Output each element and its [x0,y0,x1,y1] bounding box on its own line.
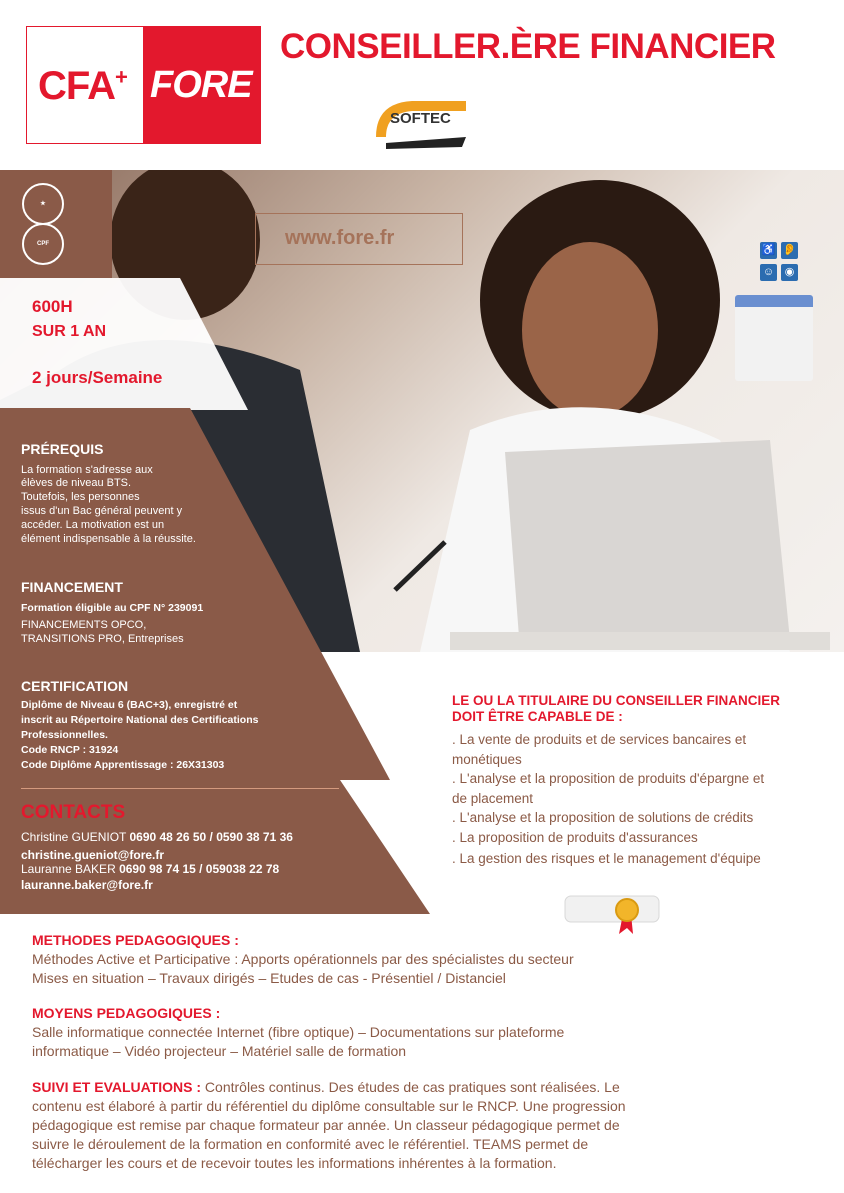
website-link[interactable]: www.fore.fr [285,227,395,249]
skill-item: . La proposition de produits d'assurances [452,830,698,845]
contact-1-email[interactable]: christine.gueniot@fore.fr [21,848,165,862]
moyens-line: informatique – Vidéo projecteur – Matériel salle de formation [32,1043,407,1059]
skill-item: . La gestion des risques et le management d'équipe [452,851,761,866]
skill-item: de placement [452,791,534,806]
contact-1: Christine GUENIOT 0690 48 26 50 / 0590 38 71 36 [21,830,293,844]
wheelchair-icon: ♿ [760,242,777,259]
logo-cfa: CFA+ [38,64,127,108]
logo-fore: FORE [150,64,252,106]
suivi-line: télécharger les cours et de recevoir toutes les informations inhérentes à la formation. [32,1155,557,1171]
mental-disability-icon: ☺ [760,264,777,281]
moyens-heading: MOYENS PEDAGOGIQUES : [32,1005,221,1021]
skill-item: . L'analyse et la proposition de produits d'épargne et [452,771,765,786]
partner-logo-text: SOFTEC [390,110,451,127]
skill-item: . La vente de produits et de services bancaires et [452,732,747,747]
cpf-badge-icon: CPF [22,223,64,265]
hearing-icon: 👂 [781,242,798,259]
page-title: CONSEILLER.ÈRE FINANCIER [280,27,776,66]
skill-item: . L'analyse et la proposition de solutions de crédits [452,810,754,825]
badges-panel [0,170,112,278]
financement-cpf: Formation éligible au CPF N° 239091 [21,602,204,614]
suivi-line: pédagogique est remise par chaque formateur par année. Un classeur pédagogique permet de [32,1117,620,1133]
prerequis-line: Toutefois, les personnes [21,491,140,503]
prerequis-heading: PRÉREQUIS [21,441,104,457]
financement-heading: FINANCEMENT [21,579,123,595]
methodes-line: Mises en situation – Travaux dirigés – Etudes de cas - Présentiel / Distanciel [32,970,506,986]
diploma-badge-icon: ★ [22,183,64,225]
duration-period: SUR 1 AN [32,323,107,340]
divider [21,788,339,789]
suivi-line: suivre le déroulement de la formation en conformité avec le référentiel. TEAMS permet de [32,1136,589,1152]
duration-hours: 600H [32,297,73,316]
visual-impairment-icon: ◉ [781,264,798,281]
duration-rhythm: 2 jours/Semaine [32,368,163,387]
certification-line: Diplôme de Niveau 6 (BAC+3), enregistré et [21,699,238,711]
skill-item: monétiques [452,752,522,767]
certification-rncp: Code RNCP : 31924 [21,744,119,756]
suivi-first-line: SUIVI ET EVALUATIONS : Contrôles continus. Des études de cas pratiques sont réalisées. Le [32,1079,620,1095]
prerequis-line: élèves de niveau BTS. [21,477,132,489]
moyens-line: Salle informatique connectée Internet (fibre optique) – Documentations sur plateforme [32,1024,565,1040]
prerequis-line: élément indispensable à la réussite. [21,533,196,545]
browser-titlebar-icon [735,295,813,307]
certification-heading: CERTIFICATION [21,678,129,694]
prerequis-line: La formation s'adresse aux [21,464,153,476]
certification-code: Code Diplôme Apprentissage : 26X31303 [21,759,225,771]
prerequis-line: accéder. La motivation est un [21,519,165,531]
financement-line: FINANCEMENTS OPCO, [21,619,147,631]
certification-line: inscrit au Répertoire National des Certifications [21,714,259,726]
diploma-scroll-icon [563,888,663,936]
financement-line: TRANSITIONS PRO, Entreprises [21,633,184,645]
suivi-line: contenu est élaboré à partir du référentiel du diplôme consultable sur le RNCP. Une progression [32,1098,626,1114]
prerequis-line: issus d'un Bac général peuvent y [21,505,183,517]
methodes-heading: METHODES PEDAGOGIQUES : [32,932,239,948]
methodes-line: Méthodes Active et Participative : Apports opérationnels par des spécialistes du secteur [32,951,574,967]
skills-heading: LE OU LA TITULAIRE DU CONSEILLER FINANCIER DOIT ÊTRE CAPABLE DE : [452,693,780,724]
browser-window-icon [735,295,813,381]
contacts-heading: CONTACTS [21,802,126,823]
contact-2: Lauranne BAKER 0690 98 74 15 / 059038 22 78 [21,862,280,876]
certification-line: Professionnelles. [21,729,108,741]
contact-2-email[interactable]: lauranne.baker@fore.fr [21,878,153,892]
